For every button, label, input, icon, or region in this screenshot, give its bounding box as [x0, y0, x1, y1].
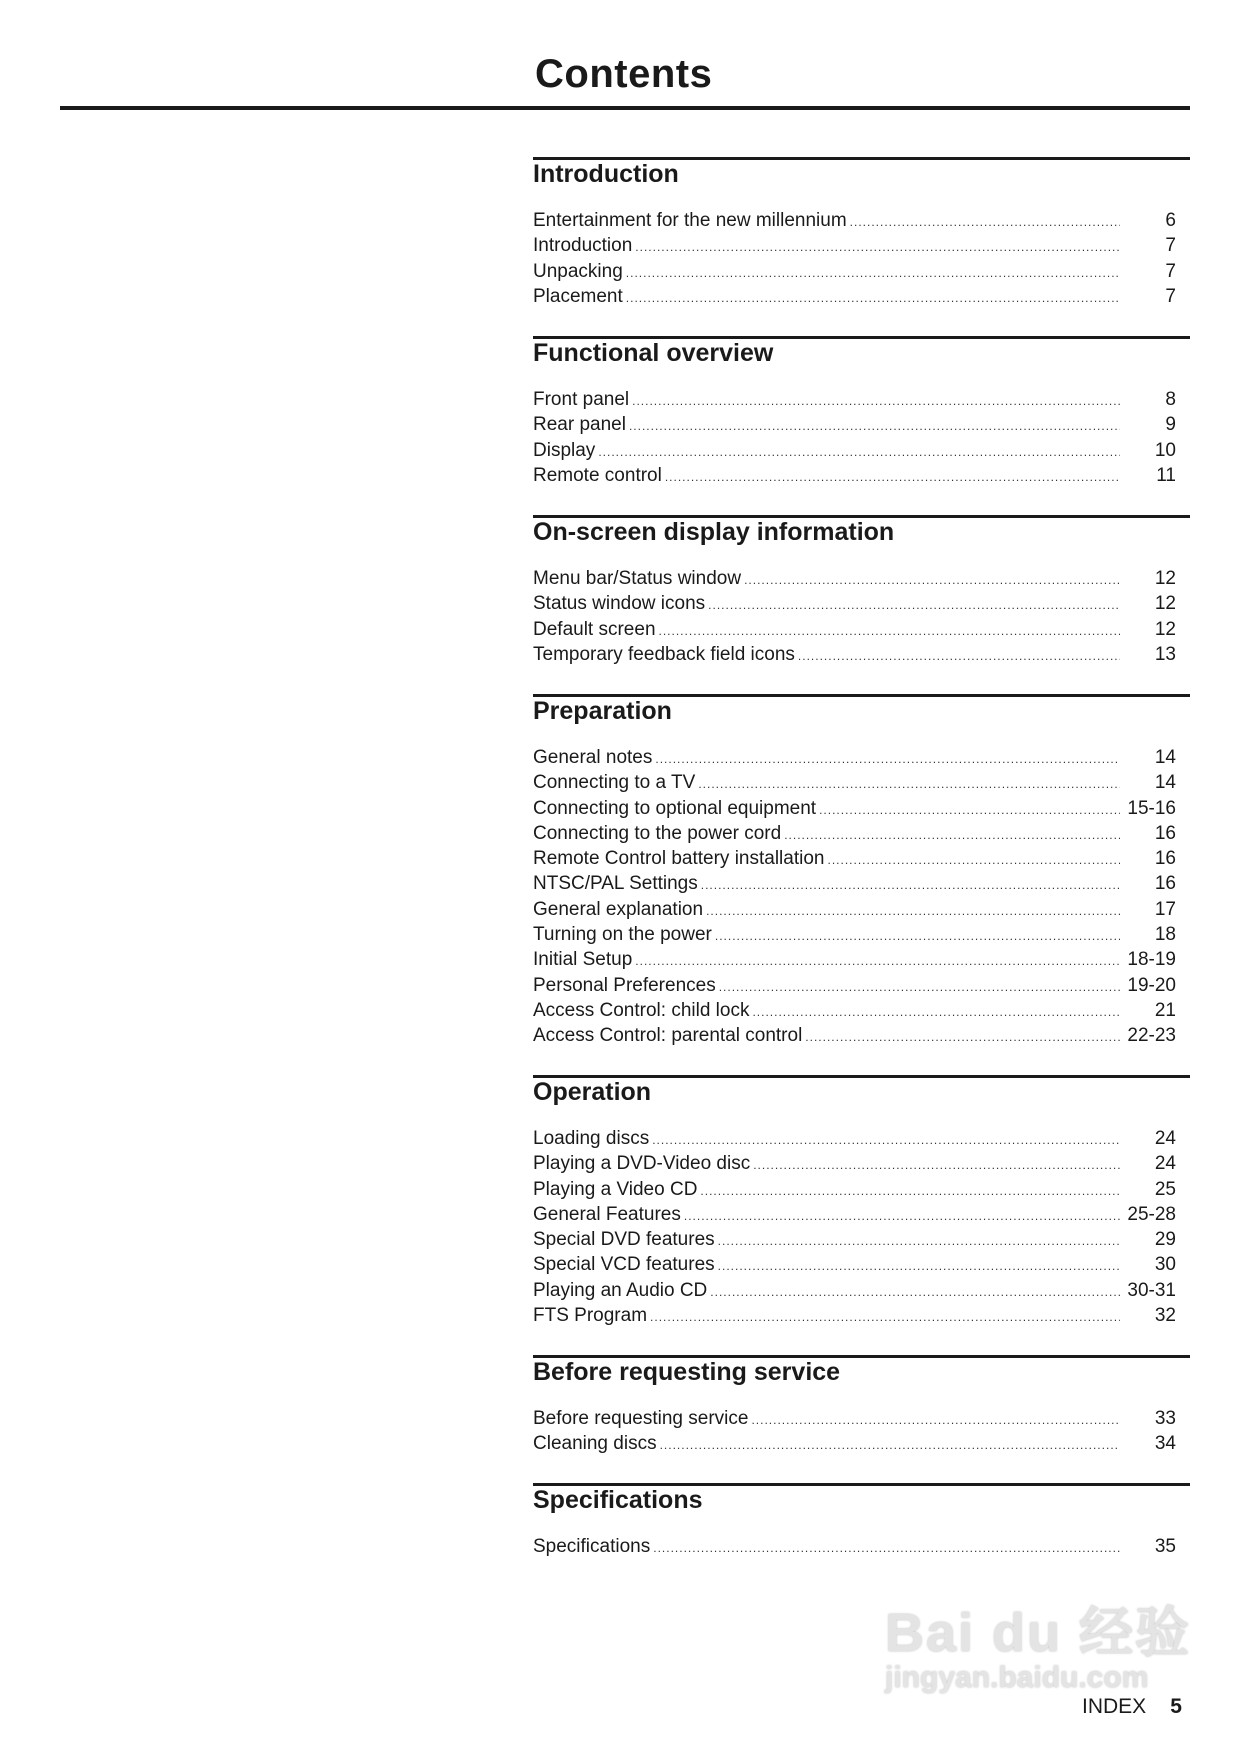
- toc-entry[interactable]: [533, 846, 1190, 871]
- entry-page: 29: [1154, 1229, 1176, 1251]
- entry-page: 18: [1154, 924, 1176, 946]
- entry-title: Loading discs: [533, 1128, 650, 1149]
- page-number: 5: [1170, 1695, 1182, 1718]
- toc-entry[interactable]: [533, 259, 1190, 284]
- entry-page: 17: [1154, 898, 1176, 920]
- toc-entry[interactable]: [533, 412, 1190, 437]
- entry-title: Remote Control battery installation: [533, 848, 825, 870]
- dot-leader: [715, 924, 1120, 949]
- toc-entry[interactable]: [533, 821, 1190, 846]
- toc-entry[interactable]: [533, 463, 1190, 488]
- toc-entry[interactable]: [533, 947, 1190, 972]
- dot-leader: [718, 1229, 1120, 1254]
- toc-entry[interactable]: [533, 1227, 1190, 1252]
- entry-title: Initial Setup: [533, 949, 633, 971]
- baidu-watermark-logo: [885, 1590, 1191, 1695]
- toc-entry[interactable]: [533, 642, 1190, 667]
- entry-title: Menu bar/Status window: [533, 568, 742, 589]
- page-title: Contents: [535, 52, 713, 96]
- entry-title: Playing a DVD-Video disc: [533, 1153, 751, 1175]
- entry-title: NTSC/PAL Settings: [533, 873, 698, 895]
- toc-section: [533, 1075, 1190, 1328]
- entry-page: 10: [1154, 439, 1176, 461]
- entry-title: Access Control: child lock: [533, 999, 750, 1021]
- toc-entry[interactable]: [533, 438, 1190, 463]
- footer-label: INDEX: [1082, 1695, 1147, 1718]
- entry-title: Introduction: [533, 235, 633, 257]
- entry-page: 11: [1156, 464, 1176, 486]
- dot-leader: [660, 1433, 1120, 1458]
- entry-title: Turning on the power: [533, 924, 712, 946]
- section-heading: Specifications: [533, 1486, 703, 1514]
- dot-leader: [698, 772, 1120, 797]
- entry-page: 7: [1165, 285, 1176, 307]
- entry-page: 33: [1154, 1408, 1176, 1429]
- toc-entry[interactable]: [533, 617, 1190, 642]
- entry-title: Front panel: [533, 389, 630, 410]
- entry-title: Playing a Video CD: [533, 1178, 698, 1200]
- section-heading: Functional overview: [533, 339, 774, 367]
- dot-leader: [827, 848, 1120, 873]
- entry-page: 24: [1154, 1128, 1176, 1149]
- toc-entry[interactable]: [533, 1303, 1190, 1328]
- toc-entry[interactable]: [533, 1202, 1190, 1227]
- toc-entry[interactable]: [533, 208, 1190, 233]
- toc-entry[interactable]: [533, 871, 1190, 896]
- toc-entry[interactable]: [533, 745, 1190, 770]
- entry-page: 25-28: [1127, 1203, 1176, 1225]
- section-heading: On-screen display information: [533, 518, 895, 546]
- dot-leader: [626, 261, 1120, 286]
- toc-entry[interactable]: [533, 1126, 1190, 1151]
- dot-leader: [706, 899, 1120, 924]
- dot-leader: [819, 798, 1120, 823]
- toc-entry[interactable]: [533, 1534, 1190, 1559]
- entry-page: 19-20: [1127, 974, 1176, 996]
- entry-title: Connecting to optional equipment: [533, 797, 817, 819]
- section-heading: Introduction: [533, 160, 679, 188]
- entry-title: Specifications: [533, 1536, 651, 1557]
- toc-entry[interactable]: [533, 922, 1190, 947]
- toc-entry[interactable]: [533, 973, 1190, 998]
- entry-title: Special DVD features: [533, 1229, 715, 1251]
- toc-entry[interactable]: [533, 591, 1190, 616]
- toc-entry[interactable]: [533, 1177, 1190, 1202]
- entry-page: 7: [1165, 260, 1176, 282]
- entry-page: 22-23: [1127, 1025, 1176, 1047]
- dot-leader: [701, 873, 1120, 898]
- entry-title: General notes: [533, 747, 653, 768]
- watermark-url: jingyan.baidu.com: [885, 1661, 1149, 1694]
- entry-title: Remote control: [533, 464, 662, 486]
- entry-page: 15-16: [1127, 797, 1176, 819]
- toc-entry[interactable]: [533, 998, 1190, 1023]
- title-divider: [60, 106, 1190, 110]
- dot-leader: [752, 1000, 1120, 1025]
- entry-title: Rear panel: [533, 414, 626, 436]
- entry-page: 14: [1154, 772, 1176, 794]
- dot-leader: [719, 975, 1120, 1000]
- entry-page: 12: [1154, 593, 1176, 615]
- dot-leader: [784, 823, 1120, 848]
- entry-title: Cleaning discs: [533, 1433, 657, 1455]
- entry-title: Default screen: [533, 618, 656, 640]
- dot-leader: [751, 1408, 1120, 1433]
- toc-entry[interactable]: [533, 1406, 1190, 1431]
- entry-page: 34: [1154, 1433, 1176, 1455]
- dot-leader: [805, 1025, 1120, 1050]
- entry-page: 13: [1154, 643, 1176, 665]
- entry-title: FTS Program: [533, 1305, 648, 1327]
- entry-title: Display: [533, 439, 596, 461]
- section-heading: Operation: [533, 1078, 652, 1106]
- entry-page: 16: [1154, 873, 1176, 895]
- toc-entry[interactable]: [533, 387, 1190, 412]
- entry-title: Access Control: parental control: [533, 1025, 803, 1047]
- entry-title: Unpacking: [533, 260, 623, 282]
- entry-page: 21: [1154, 999, 1176, 1021]
- entry-page: 16: [1154, 848, 1176, 870]
- entry-title: Connecting to a TV: [533, 772, 696, 794]
- entry-title: Temporary feedback field icons: [533, 643, 795, 665]
- entry-title: Before requesting service: [533, 1408, 749, 1429]
- toc-section: [533, 1483, 1190, 1559]
- dot-leader: [650, 1305, 1120, 1330]
- entry-page: 16: [1154, 822, 1176, 844]
- entry-title: Personal Preferences: [533, 974, 716, 996]
- dot-leader: [635, 949, 1120, 974]
- dot-leader: [629, 414, 1120, 439]
- entry-page: 12: [1154, 618, 1176, 640]
- toc-entry[interactable]: [533, 1278, 1190, 1303]
- entry-title: General explanation: [533, 898, 704, 920]
- entry-page: 25: [1154, 1178, 1176, 1200]
- dot-leader: [700, 1179, 1120, 1204]
- dot-leader: [798, 644, 1120, 669]
- entry-page: 6: [1165, 210, 1176, 231]
- dot-leader: [718, 1254, 1120, 1279]
- entry-page: 9: [1165, 414, 1176, 436]
- entry-title: Status window icons: [533, 593, 706, 615]
- entry-page: 35: [1154, 1536, 1176, 1557]
- dot-leader: [850, 210, 1120, 235]
- dot-leader: [665, 465, 1120, 490]
- toc-section: [533, 336, 1190, 488]
- entry-title: Entertainment for the new millennium: [533, 210, 847, 231]
- toc-section: [533, 157, 1190, 309]
- dot-leader: [710, 1280, 1120, 1305]
- dot-leader: [635, 235, 1120, 260]
- toc-entry[interactable]: [533, 1252, 1190, 1277]
- toc-section: [533, 1355, 1190, 1457]
- dot-leader: [753, 1153, 1120, 1178]
- entry-page: 30: [1154, 1254, 1176, 1276]
- dot-leader: [598, 440, 1120, 465]
- dot-leader: [655, 747, 1120, 772]
- dot-leader: [744, 568, 1120, 593]
- toc-section: [533, 694, 1190, 1049]
- dot-leader: [632, 389, 1120, 414]
- dot-leader: [708, 593, 1120, 618]
- section-heading: Before requesting service: [533, 1358, 841, 1386]
- toc-entry[interactable]: [533, 566, 1190, 591]
- entry-page: 30-31: [1127, 1279, 1176, 1301]
- toc-entry[interactable]: [533, 284, 1190, 309]
- entry-page: 8: [1165, 389, 1176, 410]
- dot-leader: [659, 619, 1120, 644]
- page-footer: [1082, 1695, 1182, 1719]
- watermark-logo-text: Bai du 经验: [885, 1603, 1192, 1663]
- entry-page: 18-19: [1127, 949, 1176, 971]
- entry-page: 32: [1154, 1305, 1176, 1327]
- toc-entry[interactable]: [533, 233, 1190, 258]
- entry-title: General Features: [533, 1203, 681, 1225]
- section-heading: Preparation: [533, 697, 672, 725]
- toc-entry[interactable]: [533, 1431, 1190, 1456]
- dot-leader: [652, 1128, 1120, 1153]
- toc-entry[interactable]: [533, 897, 1190, 922]
- toc-section: [533, 515, 1190, 667]
- entry-title: Placement: [533, 285, 623, 307]
- dot-leader: [684, 1204, 1120, 1229]
- toc-entry[interactable]: [533, 1023, 1190, 1048]
- entry-page: 24: [1154, 1153, 1176, 1175]
- toc-entry[interactable]: [533, 770, 1190, 795]
- entry-title: Special VCD features: [533, 1254, 715, 1276]
- entry-page: 7: [1165, 235, 1176, 257]
- dot-leader: [626, 286, 1120, 311]
- dot-leader: [653, 1536, 1120, 1561]
- entry-page: 12: [1154, 568, 1176, 589]
- entry-page: 14: [1154, 747, 1176, 768]
- entry-title: Connecting to the power cord: [533, 822, 782, 844]
- toc-entry[interactable]: [533, 796, 1190, 821]
- entry-title: Playing an Audio CD: [533, 1279, 708, 1301]
- toc-entry[interactable]: [533, 1151, 1190, 1176]
